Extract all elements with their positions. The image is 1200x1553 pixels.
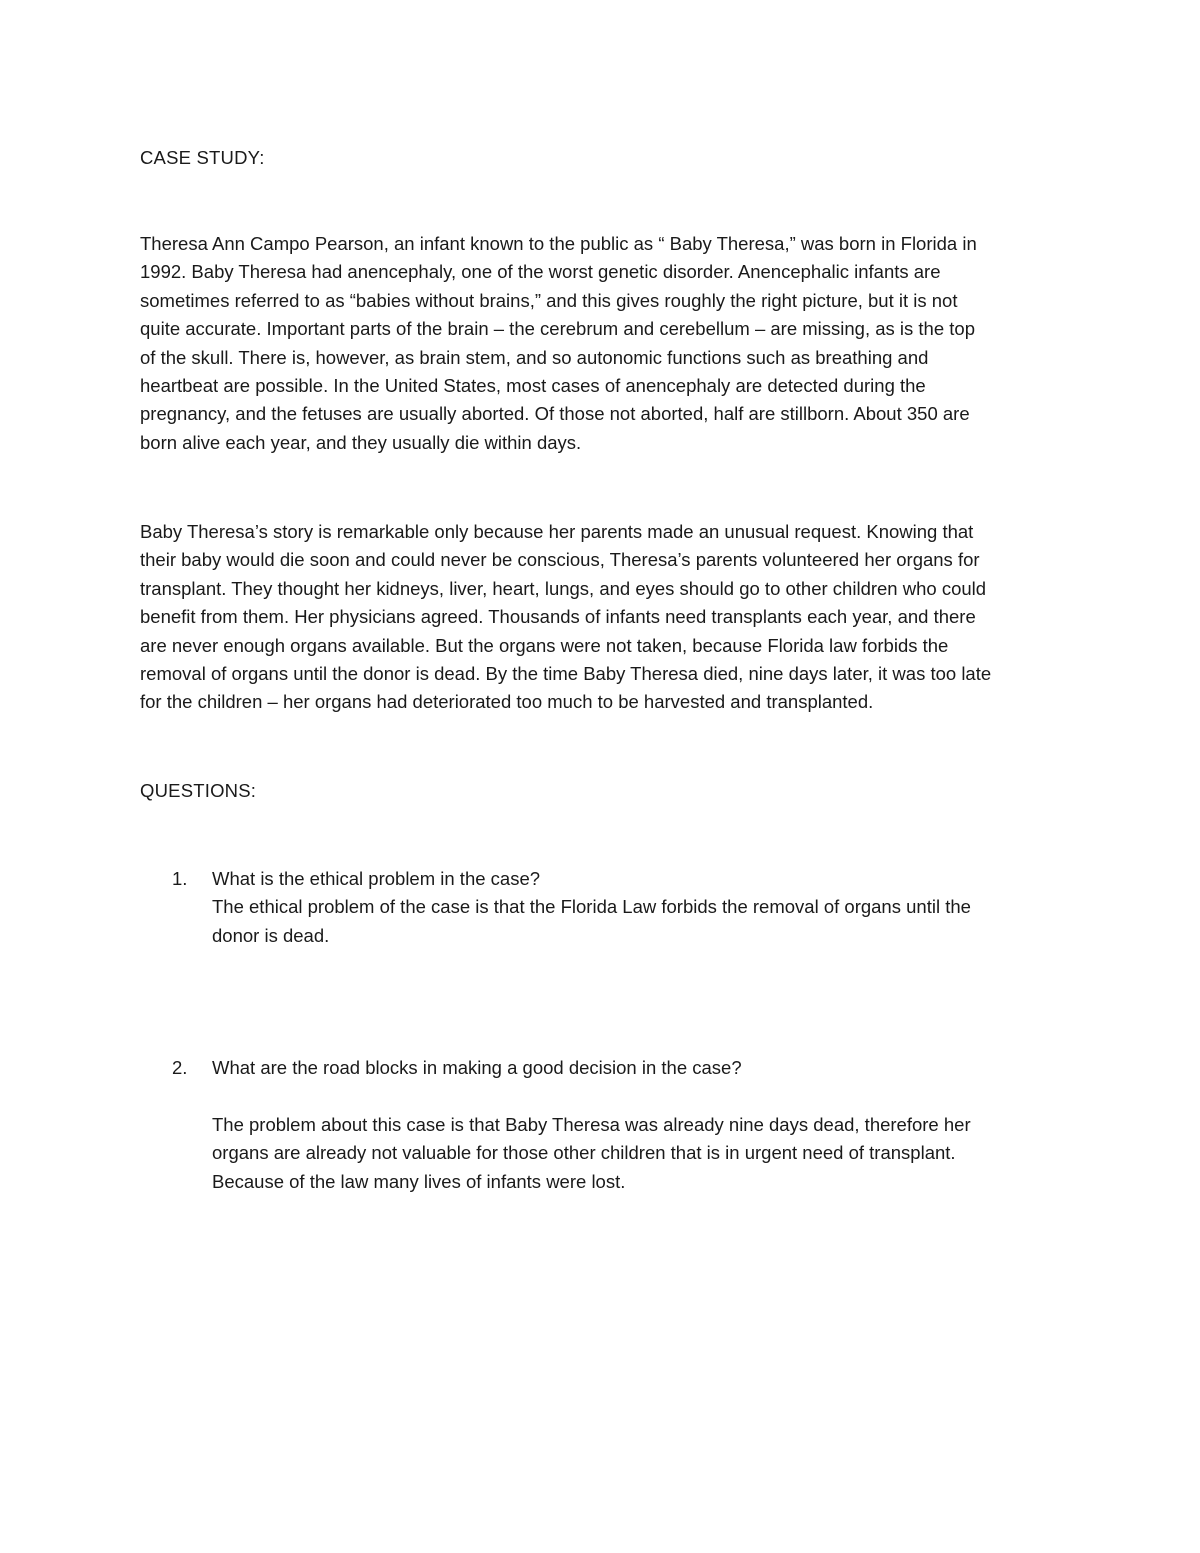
question-body xyxy=(212,1054,1062,1196)
paragraph-line: pregnancy, and the fetuses are usually aborted. Of those not aborted, half are stillborn. About 350 are xyxy=(140,403,970,425)
paragraph-line: sometimes referred to as “babies without brains,” and this gives roughly the right picture, but it is not xyxy=(140,289,958,311)
paragraph-line: of the skull. There is, however, as brain stem, and so autonomic functions such as breathing and xyxy=(140,346,929,368)
paragraph-line: their baby would die soon and could never be conscious, Theresa’s parents volunteered her organs for xyxy=(140,549,980,571)
question-body xyxy=(212,865,1062,950)
answer-line: donor is dead. xyxy=(212,924,330,946)
blank-line xyxy=(212,1082,1062,1110)
paragraph-line: Baby Theresa’s story is remarkable only because her parents made an unusual request. Knowing that xyxy=(140,521,974,542)
paragraph-line: are never enough organs available. But the organs were not taken, because Florida law forbids the xyxy=(140,634,949,656)
question-number: 2. xyxy=(172,1057,188,1078)
answer-line: The problem about this case is that Baby Theresa was already nine days dead, therefore her xyxy=(212,1113,971,1135)
paragraph-line: heartbeat are possible. In the United States, most cases of anencephaly are detected during the xyxy=(140,375,926,397)
answer-line: Because of the law many lives of infants were lost. xyxy=(212,1170,626,1192)
case-study-heading: CASE STUDY: xyxy=(140,147,265,168)
question-number: 1. xyxy=(172,868,188,889)
paragraph-line: for the children – her organs had deteriorated too much to be harvested and transplanted. xyxy=(140,691,874,713)
case-paragraph-2 xyxy=(140,518,1060,717)
paragraph-line: benefit from them. Her physicians agreed. Thousands of infants need transplants each year, and there xyxy=(140,606,976,628)
paragraph-line: 1992. Baby Theresa had anencephaly, one of the worst genetic disorder. Anencephalic infants are xyxy=(140,261,941,283)
paragraph-line: Theresa Ann Campo Pearson, an infant known to the public as “ Baby Theresa,” was born in Florida in xyxy=(140,233,977,254)
question-text: What are the road blocks in making a good decision in the case? xyxy=(212,1057,742,1078)
question-text: What is the ethical problem in the case? xyxy=(212,868,541,889)
answer-line: organs are already not valuable for those other children that is in urgent need of transplant. xyxy=(212,1142,956,1164)
paragraph-line: transplant. They thought her kidneys, liver, heart, lungs, and eyes should go to other children who could xyxy=(140,577,987,599)
case-paragraph-1 xyxy=(140,230,1060,457)
paragraph-line: removal of organs until the donor is dead. By the time Baby Theresa died, nine days later, it was too late xyxy=(140,663,992,685)
paragraph-line: born alive each year, and they usually die within days. xyxy=(140,431,582,453)
answer-line: The ethical problem of the case is that the Florida Law forbids the removal of organs until the xyxy=(212,896,971,918)
questions-heading: QUESTIONS: xyxy=(140,780,257,801)
paragraph-line: quite accurate. Important parts of the brain – the cerebrum and cerebellum – are missing, as is the top xyxy=(140,318,975,340)
